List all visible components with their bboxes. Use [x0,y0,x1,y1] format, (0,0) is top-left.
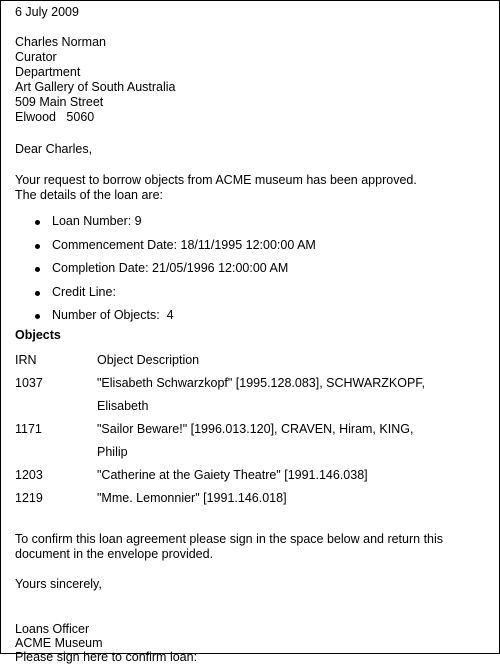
sender-organisation: ACME Museum [15,635,103,650]
bullet-icon [35,244,40,249]
loan-number: Loan Number: 9 [52,214,142,228]
object-description [97,418,487,464]
objects-heading: Objects [15,327,61,342]
object-description [97,372,487,418]
object-irn: 1203 [15,467,43,482]
closing-line-2: document in the envelope provided. [15,546,214,561]
sign-off: Yours sincerely, [15,576,102,591]
recipient-street: 509 Main Street [15,95,104,109]
signature-block [15,622,491,664]
table-row [15,464,487,487]
loan-detail-item [35,210,491,234]
description-column-header: Object Description [97,352,200,367]
table-row [15,372,487,418]
table-row [15,418,487,464]
credit-line: Credit Line: [52,284,116,299]
table-row [15,487,487,510]
loan-detail-item [35,304,491,328]
description-line: Elisabeth [97,398,149,413]
object-description [97,464,487,487]
loan-detail-item [35,234,491,258]
closing-paragraph [15,532,491,562]
sender-role: Loans Officer [15,621,90,636]
irn-column-header: IRN [15,352,37,367]
object-irn: 1171 [15,421,42,436]
recipient-address [15,35,491,125]
completion-date: Completion Date: 21/05/1996 12:00:00 AM [52,261,289,275]
description-line: "Mme. Lemonnier" [1991.146.018] [97,490,287,505]
commencement-date: Commencement Date: 18/11/1995 12:00:00 AM [52,237,316,252]
recipient-title: Curator [15,50,57,64]
recipient-city-postcode: Elwood 5060 [15,110,95,124]
description-line: Philip [97,444,128,459]
bullet-icon [35,267,40,272]
confirm-signature-prompt: Please sign here to confirm loan: [15,649,198,664]
salutation: Dear Charles, [15,142,93,156]
object-irn: 1219 [15,490,43,505]
description-line: "Elisabeth Schwarzkopf" [1995.128.083], SCHWARZKOPF, [97,375,426,390]
loan-details-list [15,210,491,328]
recipient-department: Department [15,65,81,79]
recipient-organisation: Art Gallery of South Australia [15,80,176,94]
bullet-icon [35,314,40,319]
bullet-icon [35,291,40,296]
object-irn: 1037 [15,375,43,390]
loan-detail-item [35,281,491,305]
letter-body [1,1,499,664]
description-line: "Catherine at the Gaiety Theatre" [1991.146.038] [97,467,368,482]
loan-detail-item [35,257,491,281]
table-header-row [15,349,487,372]
letter-date: 6 July 2009 [15,5,79,19]
intro-paragraph [15,173,491,203]
recipient-name: Charles Norman [15,35,107,49]
closing-line-1: To confirm this loan agreement please sign in the space below and return this [15,531,444,546]
intro-line-2: The details of the loan are: [15,188,164,202]
intro-line-1: Your request to borrow objects from ACME museum has been approved. [15,173,417,187]
number-of-objects: Number of Objects: 4 [52,308,174,322]
description-line: "Sailor Beware!" [1996.013.120], CRAVEN, Hiram, KING, [97,421,414,436]
bullet-icon [35,220,40,225]
objects-table [15,349,487,510]
object-description [97,487,487,510]
